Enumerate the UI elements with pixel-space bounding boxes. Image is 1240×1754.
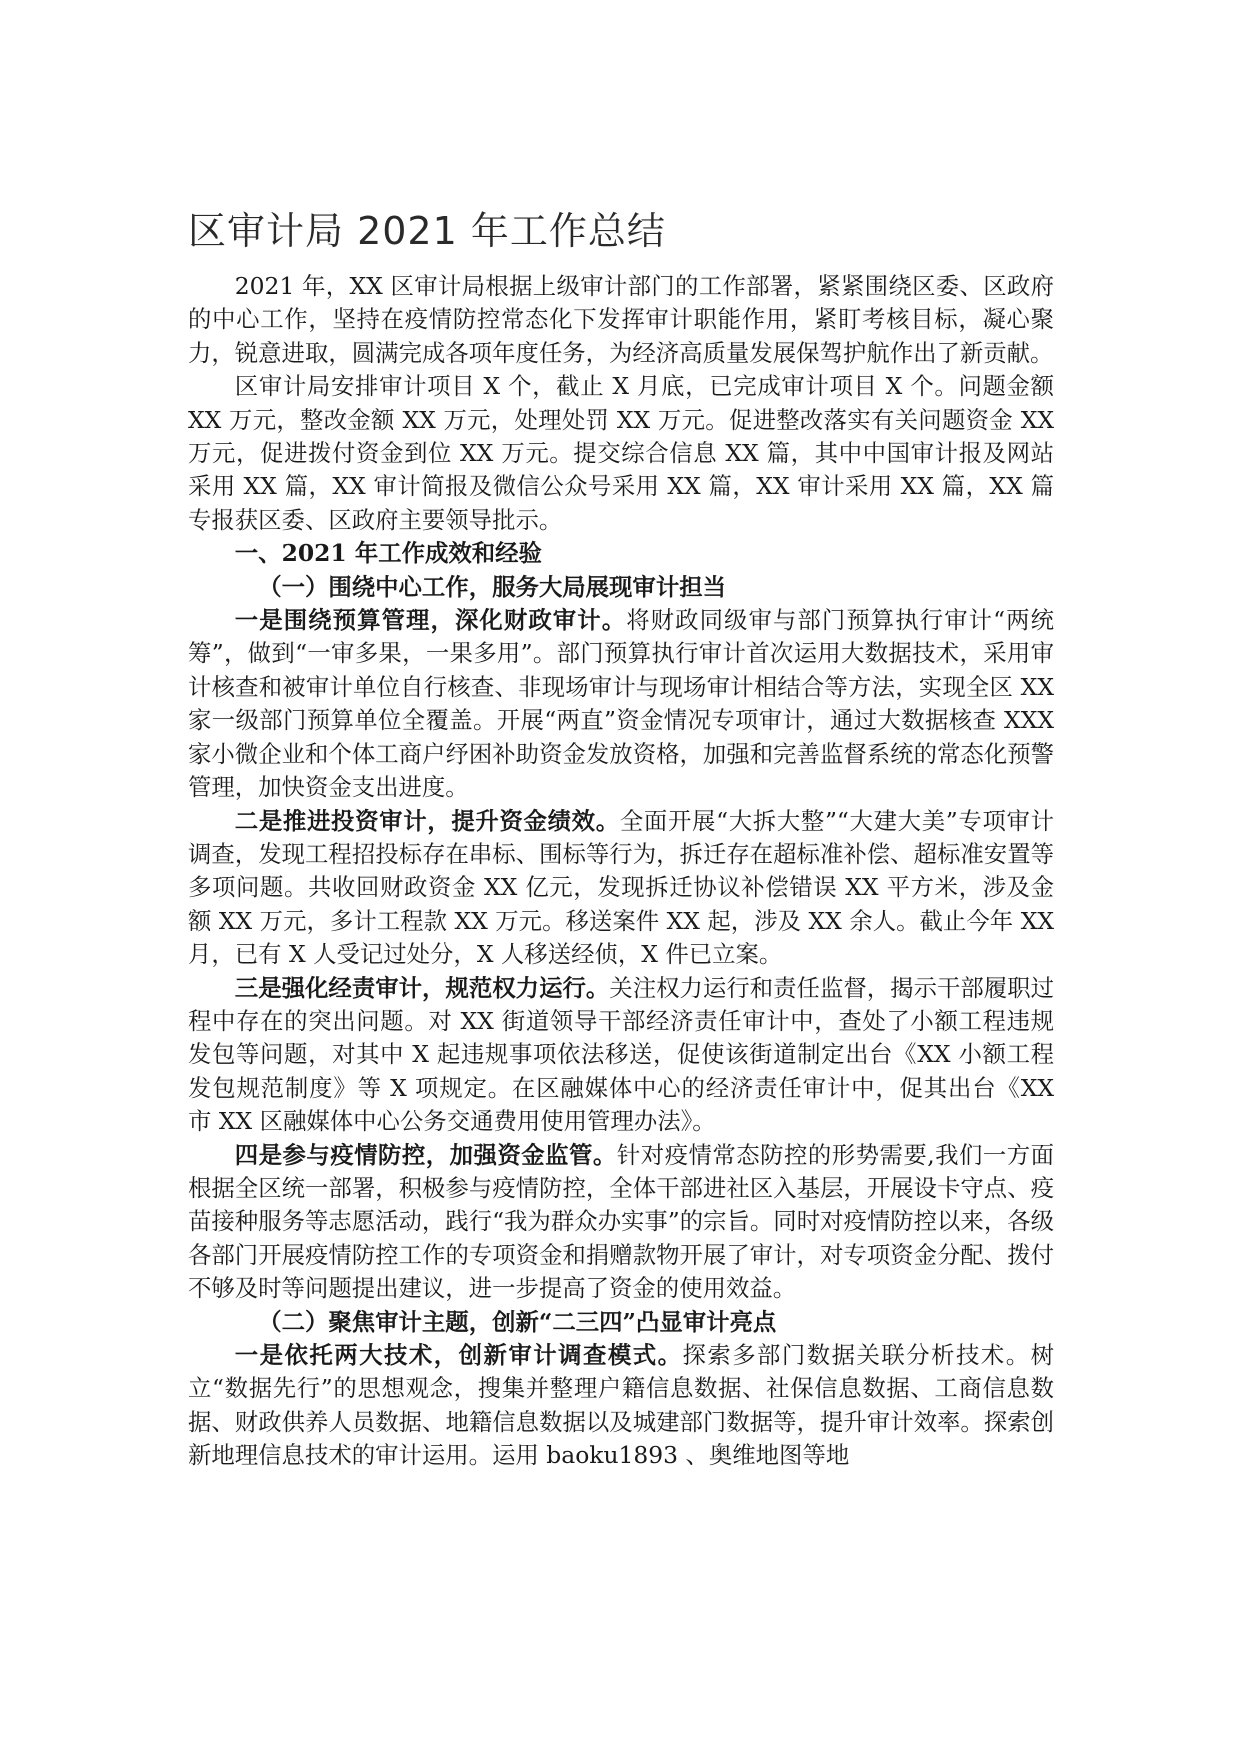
- item-text: 探索多部门数据关联分析技术。树立“数据先行”的思想观念，搜集并整理户籍信息数据、社保信息数据、工商信息数据、财政供养人员数据、地籍信息数据以及城建部门数据等，提升审计效率。探索创新地理信息技术的审计运用。运用 baoku1893 、奥维地图等地: [188, 1341, 1055, 1470]
- intro-paragraph-1: 2021 年，XX 区审计局根据上级审计部门的工作部署，紧紧围绕区委、区政府的中心工作，坚持在疫情防控常态化下发挥审计职能作用，紧盯考核目标，凝心聚力，锐意进取，圆满完成各项年度任务，为经济高质量发展保驾护航作出了新贡献。: [188, 272, 1054, 367]
- item-text: 针对疫情常态防控的形势需要,我们一方面根据全区统一部署，积极参与疫情防控，全体干部进社区入基层，开展设卡守点、疫苗接种服务等志愿活动，践行“我为群众办实事”的宗旨。同时对疫情防控以来，各级各部门开展疫情防控工作的专项资金和捐赠款物开展了审计，对专项资金分配、拨付不够及时等问题提出建议，进一步提高了资金的使用效益。: [188, 1140, 1055, 1303]
- item-lead: 一是围绕预算管理，深化财政审计。: [234, 606, 627, 635]
- item-lead: 二是推进投资审计，提升资金绩效。: [234, 806, 620, 835]
- item-paragraph: [188, 604, 1054, 804]
- item-text: 将财政同级审与部门预算执行审计“两统筹”，做到“一审多果，一果多用”。部门预算执行审计首次运用大数据技术，采用审计核查和被审计单位自行核查、非现场审计与现场审计相结合等方法，实现全区 XX 家一级部门预算单位全覆盖。开展“两直”资金情况专项审计，通过大数据核查 XXX 家小微企业和个体工商户纾困补助资金发放资格，加强和完善监督系统的常态化预警管理，加快资金支出进度。: [188, 606, 1054, 802]
- item-paragraph: [188, 1339, 1054, 1473]
- subsection-heading-2: （二）聚焦审计主题，创新“二三四”凸显审计亮点: [258, 1307, 777, 1336]
- document-title: 区审计局 2021 年工作总结: [188, 209, 666, 253]
- item-lead: 三是强化经责审计，规范权力运行。: [234, 973, 610, 1002]
- item-paragraph: [188, 805, 1054, 972]
- item-text: 全面开展“大拆大整”“大建大美”专项审计调查，发现工程招投标存在串标、围标等行为，拆迁存在超标准补偿、超标准安置等多项问题。共收回财政资金 XX 亿元，发现拆迁协议补偿错误 XX 平方米，涉及金额 XX 万元，多计工程款 XX 万元。移送案件 XX 起，涉及 XX 余人。截止今年 XX 月，已有 X 人受记过处分，X 人移送经侦，X 件已立案。: [188, 806, 1054, 969]
- intro-paragraph-2: 区审计局安排审计项目 X 个，截止 X 月底，已完成审计项目 X 个。问题金额 XX 万元，整改金额 XX 万元，处理处罚 XX 万元。促进整改落实有关问题资金 XX 万元，促进拨付资金到位 XX 万元。提交综合信息 XX 篇，其中中国审计报及网站采用 XX 篇，XX 审计简报及微信公众号采用 XX 篇，XX 审计采用 XX 篇，XX 篇专报获区委、区政府主要领导批示。: [188, 372, 1054, 534]
- item-lead: 四是参与疫情防控，加强资金监管。: [234, 1140, 617, 1169]
- subsection-heading-1: （一）围绕中心工作，服务大局展现审计担当: [258, 572, 726, 601]
- document-body: [188, 270, 1054, 1473]
- section-heading-1: 一、2021 年工作成效和经验: [234, 539, 542, 568]
- item-paragraph: [188, 972, 1054, 1139]
- item-text: 关注权力运行和责任监督，揭示干部履职过程中存在的突出问题。对 XX 街道领导干部经济责任审计中，查处了小额工程违规发包等问题，对其中 X 起违规事项依法移送，促使该街道制定出台《XX 小额工程发包规范制度》等 X 项规定。在区融媒体中心的经济责任审计中，促其出台《XX 市 XX 区融媒体中心公务交通费用使用管理办法》。: [188, 973, 1054, 1136]
- item-paragraph: [188, 1139, 1054, 1306]
- item-lead: 一是依托两大技术，创新审计调查模式。: [234, 1341, 683, 1369]
